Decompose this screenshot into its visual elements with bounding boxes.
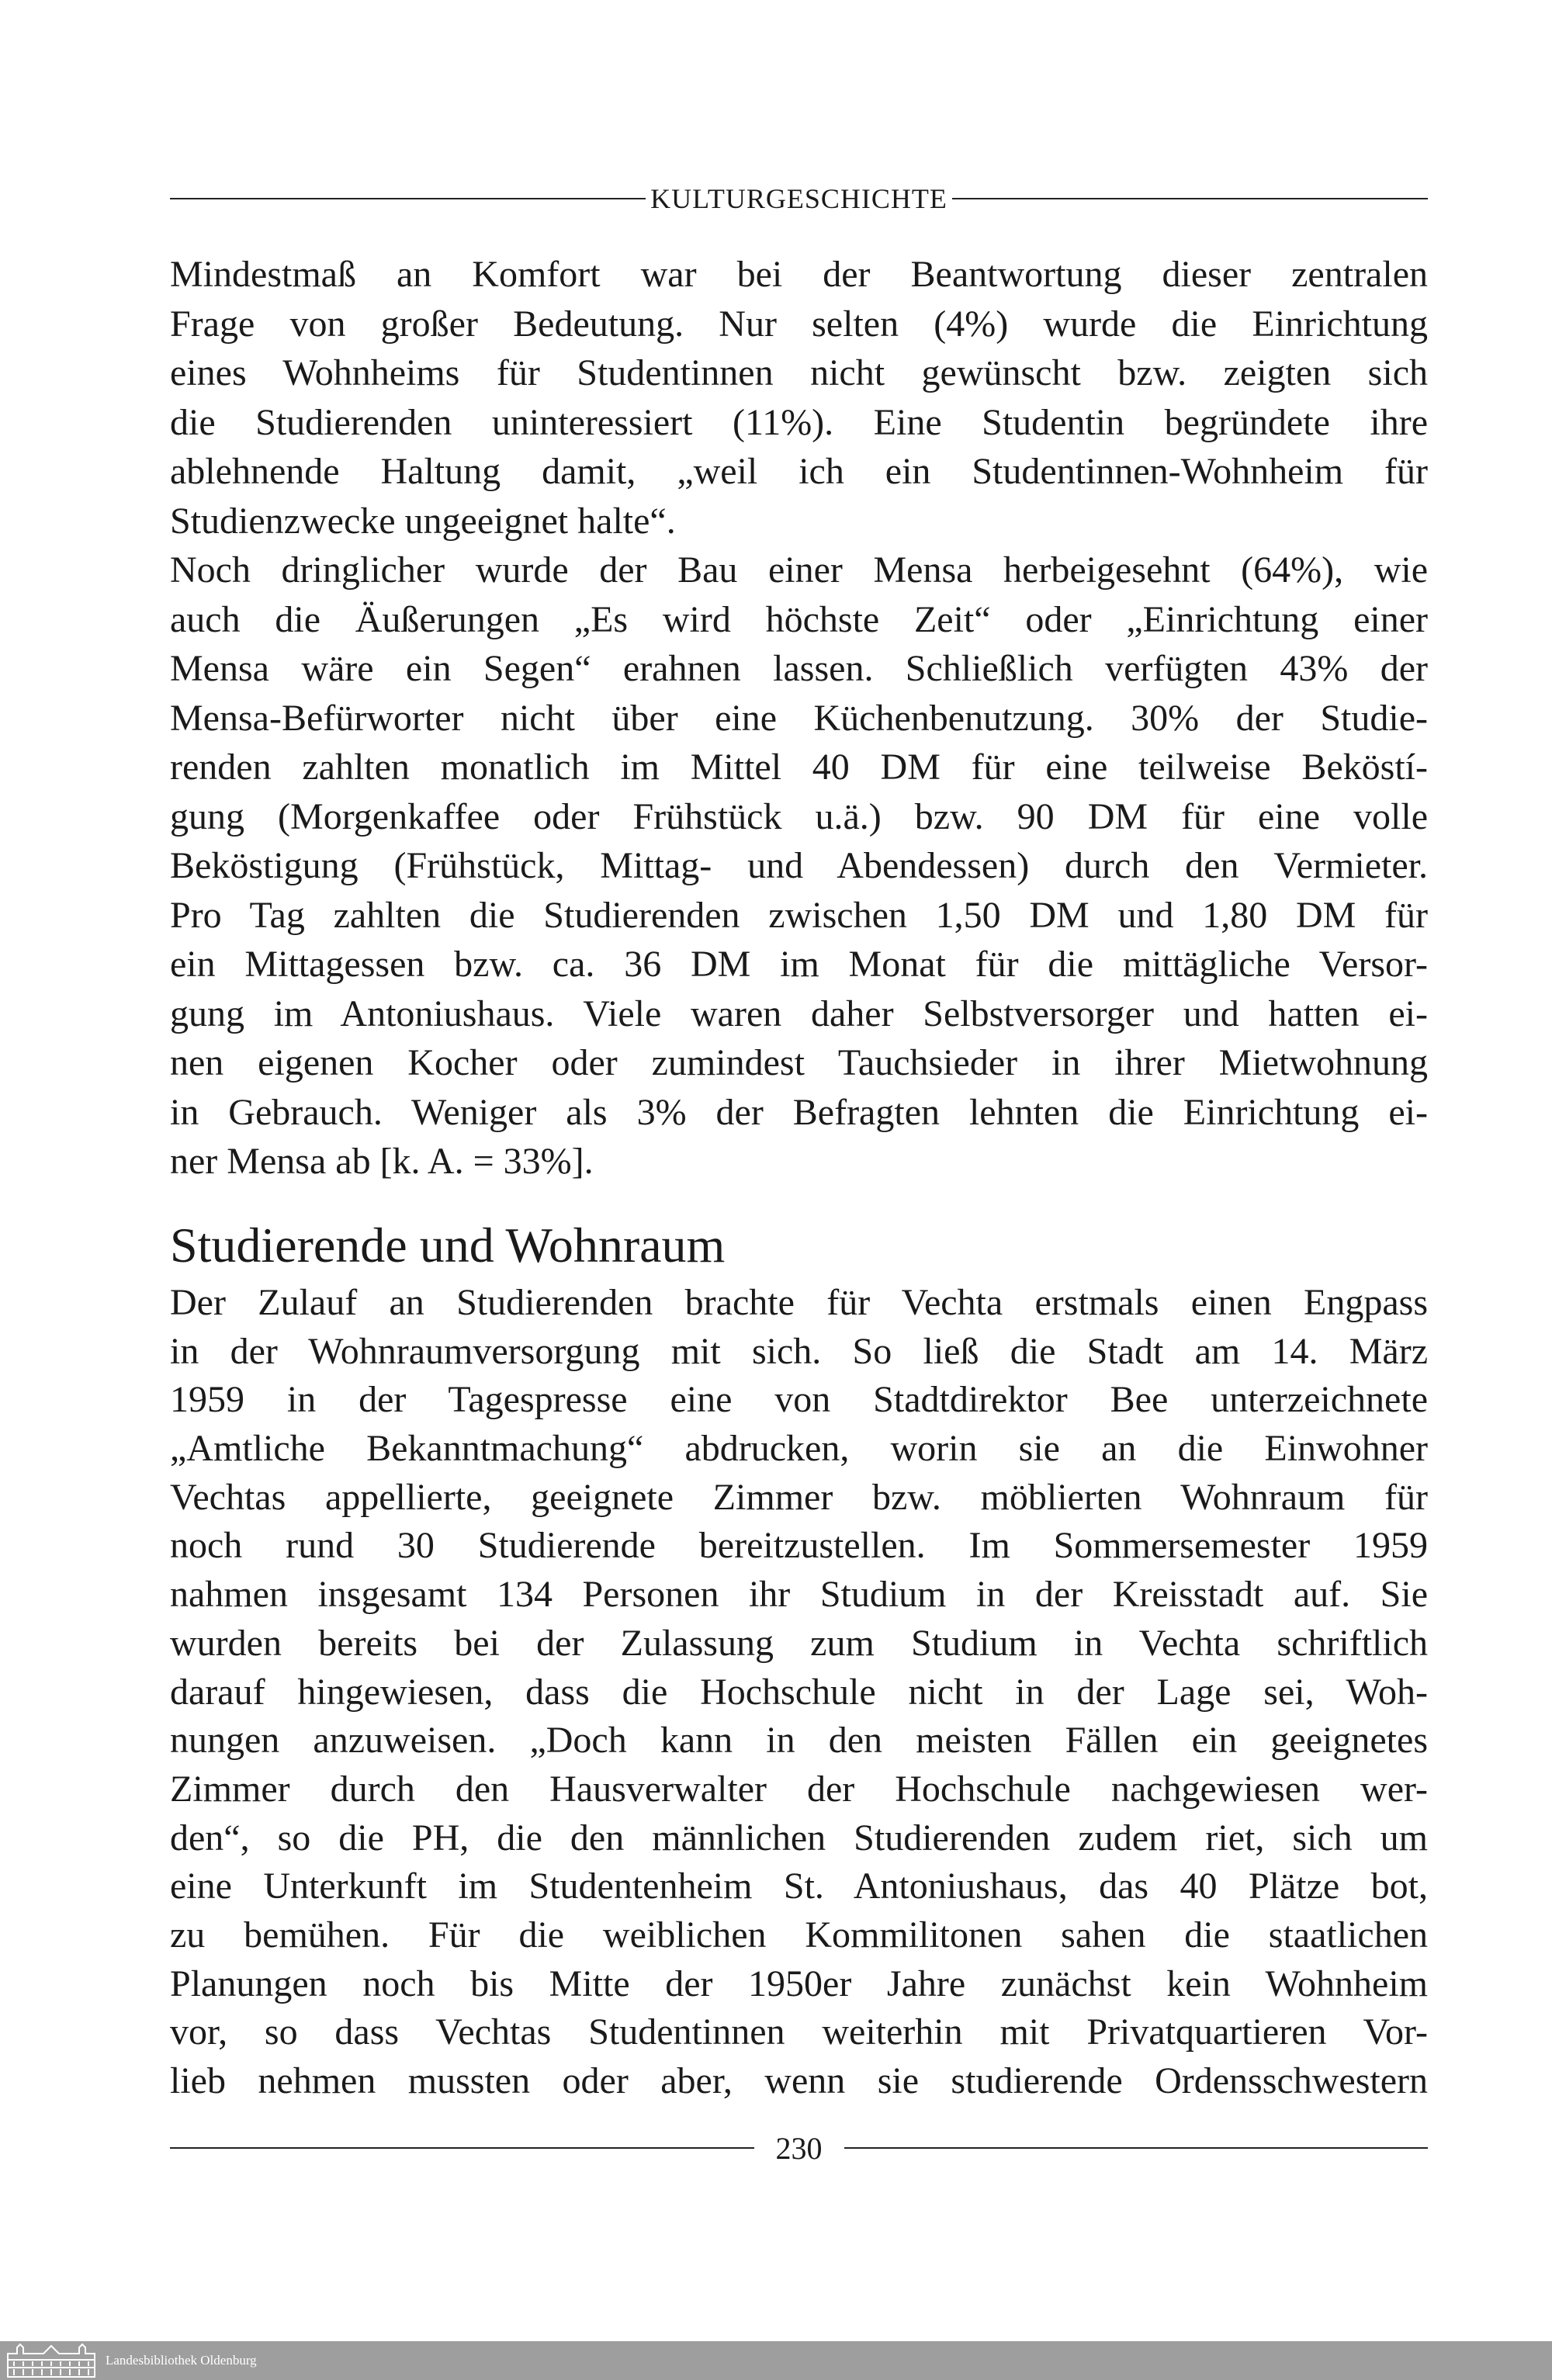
section-heading: Studierende und Wohnraum — [170, 1218, 726, 1273]
text-line: gung (Morgenkaffee oder Frühstück u.ä.) bzw. 90 DM für eine volle — [170, 795, 1428, 837]
text-line: gung im Antoniushaus. Viele waren daher Selbstversorger und hatten ei- — [170, 993, 1428, 1034]
text-line: 1959 in der Tagespresse eine von Stadtdirektor Bee unterzeichnete — [170, 1379, 1428, 1421]
library-name: Landesbibliothek Oldenburg — [106, 2353, 257, 2368]
text-line: „Amtliche Bekanntmachung“ abdrucken, worin sie an die Einwohner — [170, 1428, 1428, 1470]
text-line: ablehnende Haltung damit, „weil ich ein Studentinnen-Wohnheim für — [170, 451, 1428, 492]
text-line: lieb nehmen mussten oder aber, wenn sie studierende Ordensschwestern — [170, 2060, 1428, 2101]
text-line: Studienzwecke ungeeignet halte“. — [170, 500, 676, 542]
text-line: Mensa wäre ein Segen“ erahnen lassen. Schließlich verfügten 43% der — [170, 648, 1428, 689]
text-line: eine Unterkunft im Studentenheim St. Antoniushaus, das 40 Plätze bot, — [170, 1866, 1428, 1907]
text-line: in der Wohnraumversorgung mit sich. So ließ die Stadt am 14. März — [170, 1330, 1428, 1372]
text-line: Pro Tag zahlten die Studierenden zwischen 1,50 DM und 1,80 DM für — [170, 894, 1428, 936]
text-line: Frage von großer Bedeutung. Nur selten (4%) wurde die Einrichtung — [170, 303, 1428, 345]
text-line: darauf hingewiesen, dass die Hochschule nicht in der Lage sei, Woh- — [170, 1671, 1428, 1713]
running-title: KULTURGESCHICHTE — [650, 183, 947, 214]
text-line: den“, so die PH, die den männlichen Studierenden zudem riet, sich um — [170, 1817, 1428, 1859]
text-line: wurden bereits bei der Zulassung zum Studium in Vechta schriftlich — [170, 1622, 1428, 1664]
text-line: nungen anzuweisen. „Doch kann in den meisten Fällen ein geeignetes — [170, 1720, 1428, 1762]
page-number: 230 — [775, 2130, 823, 2166]
text-line: noch rund 30 Studierende bereitzustellen. Im Sommersemester 1959 — [170, 1525, 1428, 1567]
page-footer — [170, 2126, 1428, 2170]
body-text-top — [170, 250, 1428, 1187]
header-rule-left — [170, 198, 646, 199]
text-line: vor, so dass Vechtas Studentinnen weiterhin mit Privatquartieren Vor- — [170, 2011, 1428, 2053]
footer-rule-right — [844, 2147, 1429, 2149]
text-line: Mensa-Befürworter nicht über eine Küchenbenutzung. 30% der Studie- — [170, 697, 1428, 739]
body-text-bottom — [170, 1279, 1428, 2106]
text-line: Noch dringlicher wurde der Bau einer Mensa herbeigesehnt (64%), wie — [170, 549, 1428, 591]
text-line: nahmen insgesamt 134 Personen ihr Studium in der Kreisstadt auf. Sie — [170, 1574, 1428, 1616]
footer-rule-left — [170, 2147, 754, 2149]
text-line: Planungen noch bis Mitte der 1950er Jahre zunächst kein Wohnheim — [170, 1963, 1428, 2004]
text-line: Zimmer durch den Hausverwalter der Hochschule nachgewiesen wer- — [170, 1768, 1428, 1810]
text-line: ner Mensa ab [k. A. = 33%]. — [170, 1141, 594, 1182]
header-rule-right — [952, 198, 1428, 199]
library-banner — [0, 2341, 1552, 2380]
text-line: ein Mittagessen bzw. ca. 36 DM im Monat für die mittägliche Versor- — [170, 944, 1428, 985]
text-line: nen eigenen Kocher oder zumindest Tauchsieder in ihrer Mietwohnung — [170, 1042, 1428, 1083]
text-line: die Studierenden uninteressiert (11%). Eine Studentin begründete ihre — [170, 401, 1428, 443]
library-building-icon — [6, 2343, 96, 2378]
text-line: Beköstigung (Frühstück, Mittag- und Abendessen) durch den Vermieter. — [170, 845, 1428, 886]
text-line: eines Wohnheims für Studentinnen nicht gewünscht bzw. zeigten sich — [170, 352, 1428, 393]
text-line: Vechtas appellierte, geeignete Zimmer bzw. möblierten Wohnraum für — [170, 1476, 1428, 1518]
text-line: zu bemühen. Für die weiblichen Kommilitonen sahen die staatlichen — [170, 1914, 1428, 1956]
text-line: in Gebrauch. Weniger als 3% der Befragten lehnten die Einrichtung ei- — [170, 1091, 1428, 1133]
text-line: renden zahlten monatlich im Mittel 40 DM für eine teilweise Beköstí- — [170, 747, 1428, 788]
text-line: Mindestmaß an Komfort war bei der Beantwortung dieser zentralen — [170, 254, 1428, 295]
running-header — [170, 177, 1428, 220]
text-line: Der Zulauf an Studierenden brachte für Vechta erstmals einen Engpass — [170, 1282, 1428, 1323]
text-line: auch die Äußerungen „Es wird höchste Zeit“ oder „Einrichtung einer — [170, 598, 1428, 640]
